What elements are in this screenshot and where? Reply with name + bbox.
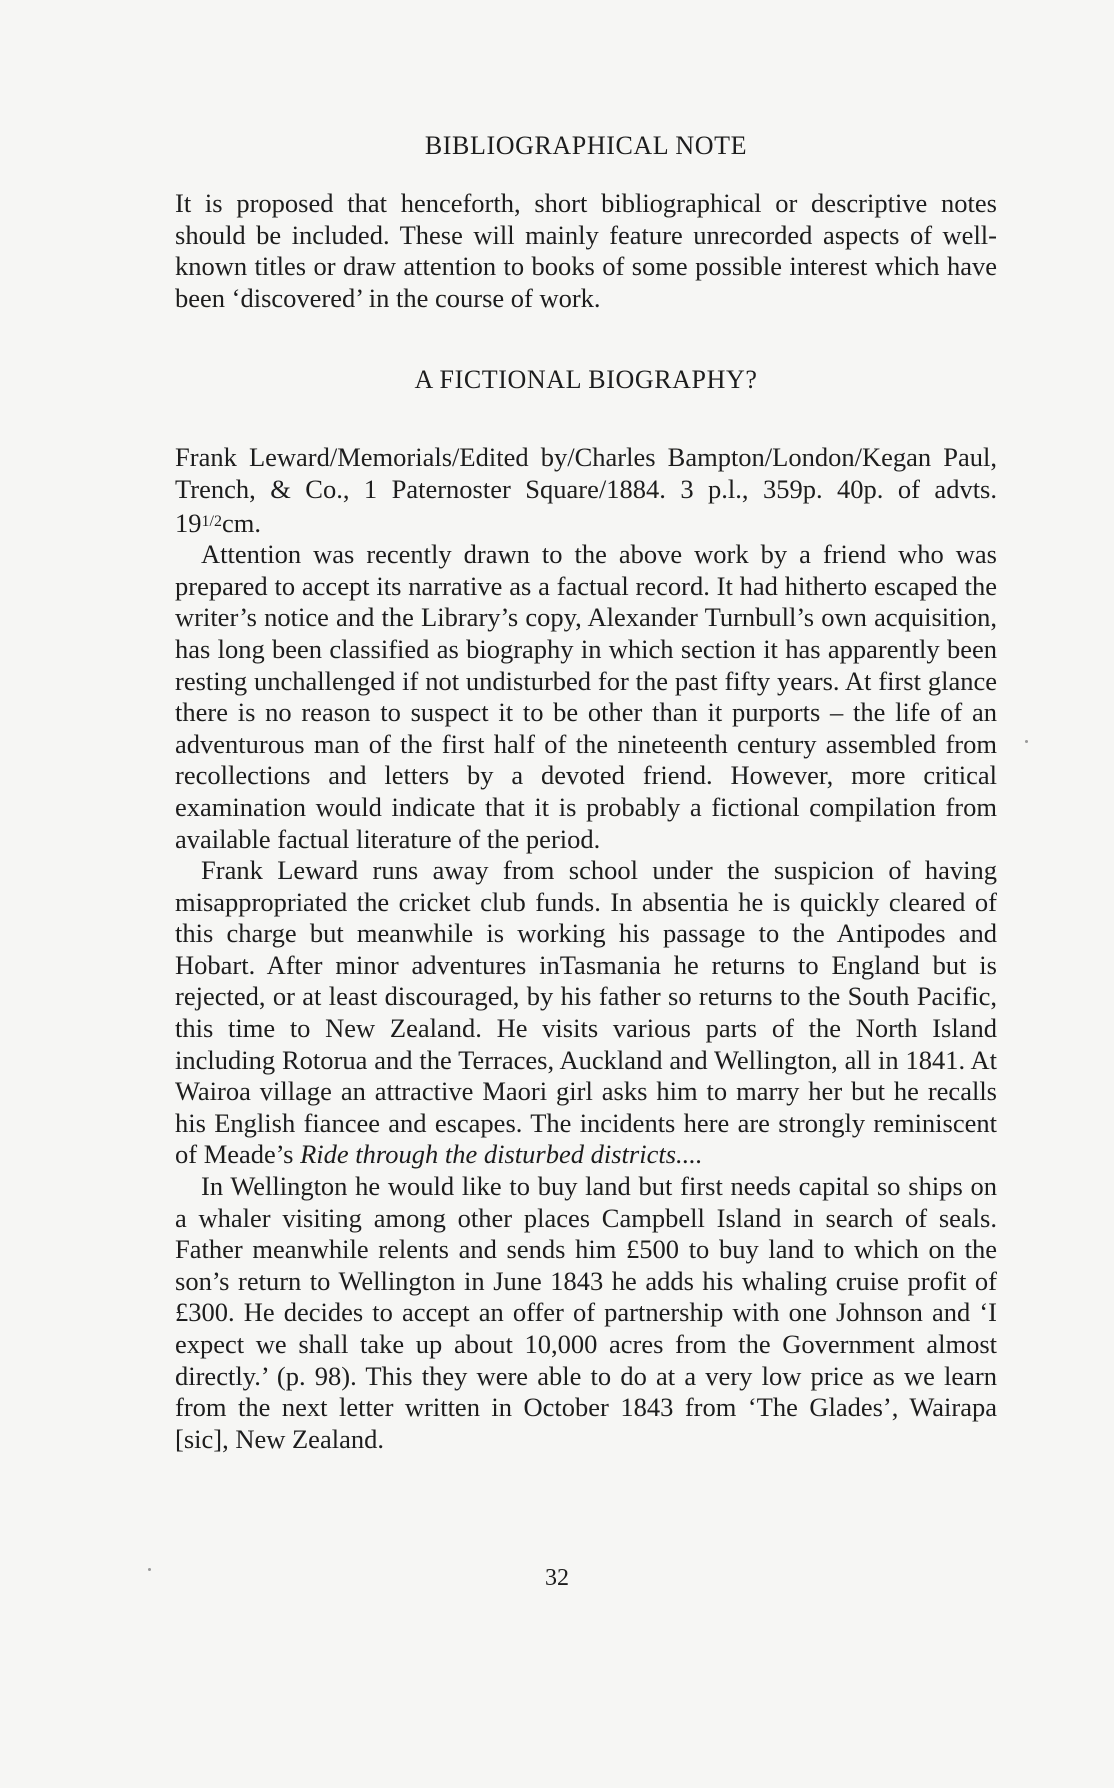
ellipsis: ....	[676, 1139, 703, 1170]
body-paragraph-2	[175, 855, 997, 1171]
section-heading: BIBLIOGRAPHICAL NOTE	[424, 131, 748, 160]
citation-fraction: 1/2	[201, 512, 222, 530]
page-text-block	[175, 128, 997, 1455]
book-title-ride: Ride through the disturbed districts	[300, 1139, 677, 1170]
page-number: 32	[545, 1565, 569, 1591]
book-citation	[175, 442, 997, 539]
paragraph-2-text: Frank Leward runs away from school under the suspicion of having misappropriated the cricket club funds. In absentia he is quickly cleared of this charge but meanwhile is working his passage to the Antipodes and Hobart. After minor adventures inTasmania he returns to England but is rejected, or at least discouraged, by his father so returns to the South Pacific, this time to New Zealand. He visits various parts of the North Island including Rotorua and the Terraces, Auckland and Wellington, all in 1841. At Wairoa village an attractive Maori girl asks him to marry her but he recalls his English fiancee and escapes. The incidents here are strongly reminiscent of Meade’s	[175, 855, 997, 1170]
article-heading: A FICTIONAL BIOGRAPHY?	[414, 365, 758, 395]
intro-paragraph: It is proposed that henceforth, short bibliographical or descriptive notes should be included. These will mainly feature unrecorded aspects of well-known titles or draw attention to books of some possible interest which have been ‘discovered’ in the course of work.	[175, 188, 997, 313]
paper-speck	[148, 1568, 151, 1571]
paper-speck	[1025, 740, 1028, 743]
body-paragraph-1: Attention was recently drawn to the above work by a friend who was prepared to accept its narrative as a factual record. It had hitherto escaped the writer’s notice and the Library’s copy, Alexander Turnbull’s own acquisition, has long been classified as biography in which section it has apparently been resting unchallenged if not undisturbed for the past fifty years. At first glance there is no reason to suspect it to be other than it purports – the life of an adventurous man of the first half of the nineteenth century assembled from recollections and letters by a devoted friend. However, more critical examination would indicate that it is probably a fictional compilation from available factual literature of the period.	[175, 539, 997, 854]
citation-unit: cm.	[221, 507, 261, 538]
body-paragraph-3: In Wellington he would like to buy land but first needs capital so ships on a whaler visiting among other places Campbell Island in search of seals. Father meanwhile relents and sends him £500 to buy land to which on the son’s return to Wellington in June 1843 he adds his whaling cruise profit of £300. He decides to accept an offer of partnership with one Johnson and ‘I expect we shall take up about 10,000 acres from the Government almost directly.’ (p. 98). This they were able to do at a very low price as we learn from the next letter written in October 1843 from ‘The Glades’, Wairapa [sic], New Zealand.	[175, 1171, 997, 1454]
citation-main: Frank Leward/Memorials/Edited by/Charles Bampton/London/Kegan Paul, Trench, & Co., 1 Paternoster Square/1884. 3 p.l., 359p. 40p. of advts. 19	[175, 442, 997, 538]
